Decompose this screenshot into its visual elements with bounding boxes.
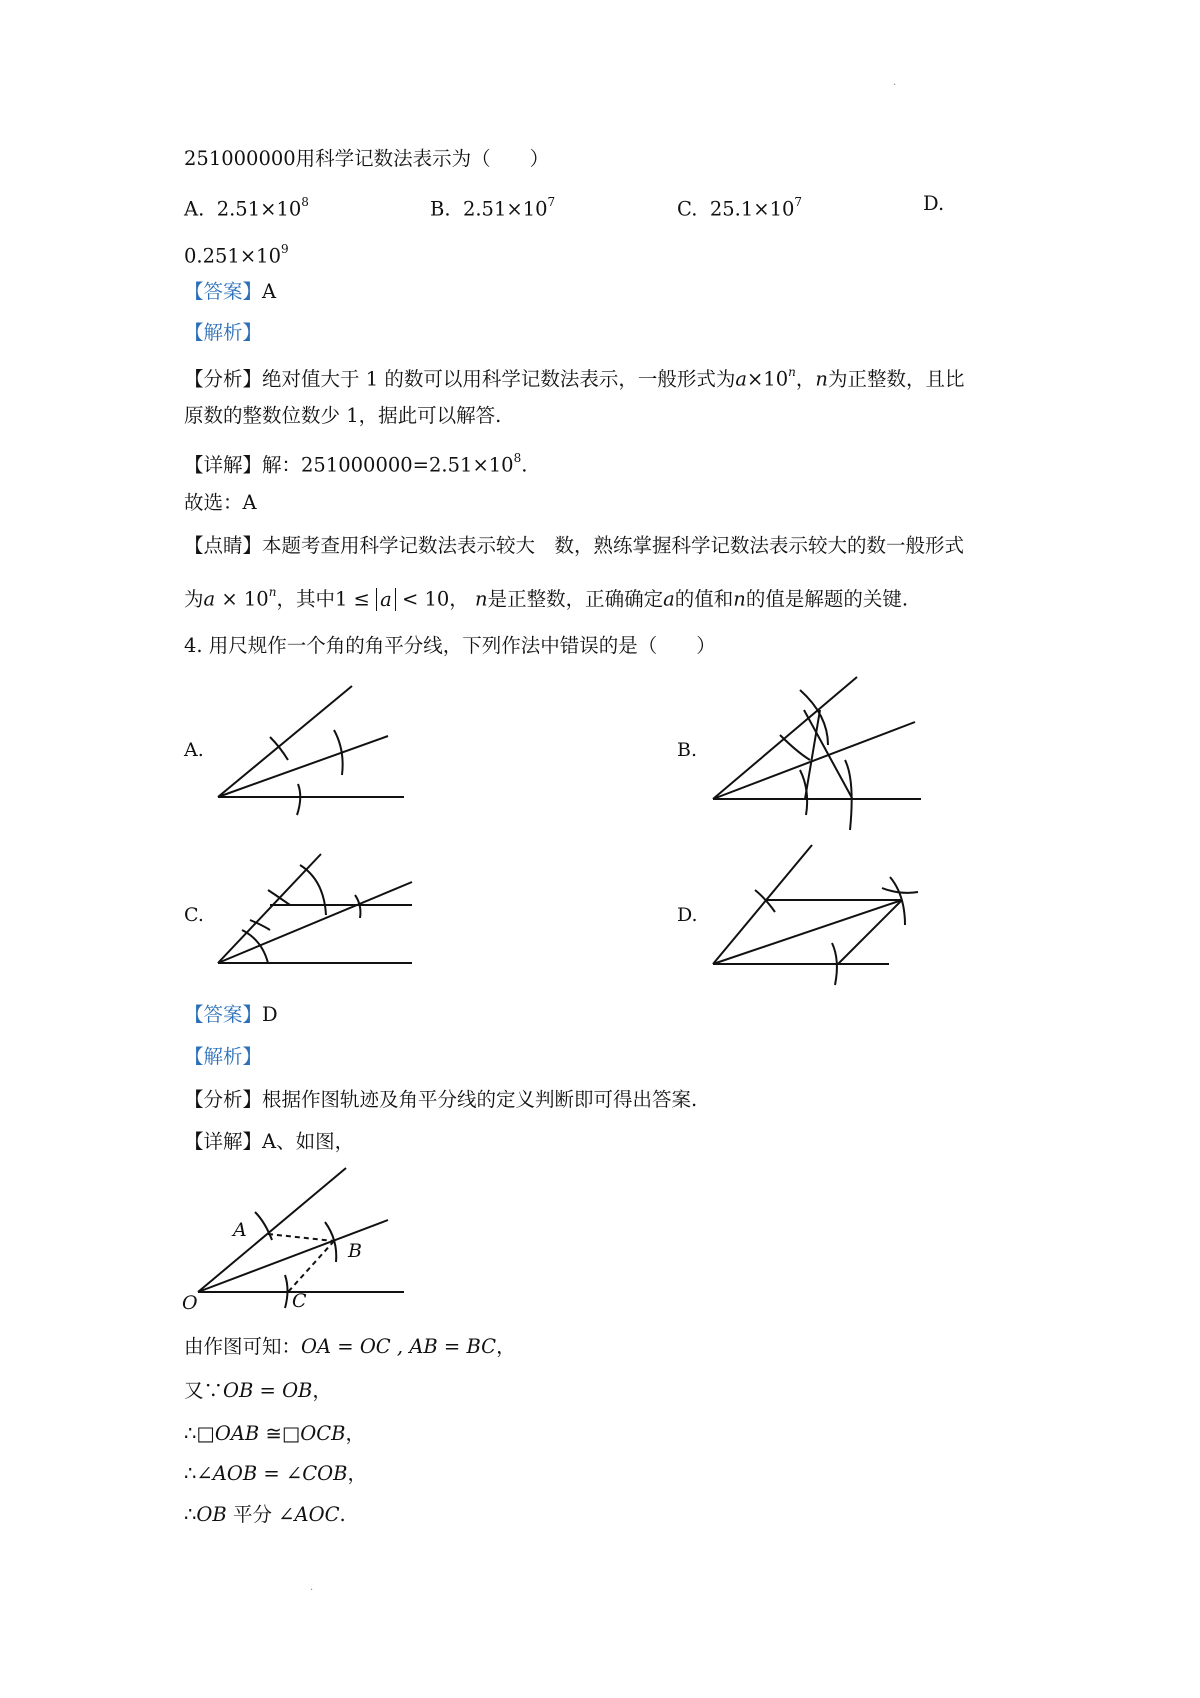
proof-step-3: ∴□OAB ≅□OCB， bbox=[184, 1422, 366, 1445]
q4-stem: 4. 用尺规作一个角的角平分线，下列作法中错误的是（ ） bbox=[184, 634, 716, 657]
point-label-b: B bbox=[348, 1240, 362, 1262]
q4-answer: 【答案】D bbox=[184, 1003, 278, 1026]
q3-dianjing-line2: 为$a \times 10^n$，其中1 ≤ a < 10， n是正整数，正确确定a的值和n的值是解题的关键. bbox=[184, 585, 909, 611]
q4-xiangjie: 【详解】A、如图， bbox=[184, 1130, 355, 1153]
q3-option-b: B. $2.51\times 10^7$ bbox=[430, 195, 556, 221]
scan-dot: · bbox=[893, 80, 897, 91]
scan-dot-bottom: · bbox=[310, 1585, 314, 1596]
q3-dianjing-line1: 【点睛】本题考查用科学记数法表示较大 数，熟练掌握科学记数法表示较大的数一般形式 bbox=[184, 534, 965, 557]
point-label-o: O bbox=[182, 1292, 198, 1314]
q4-fig-label-a: A. bbox=[184, 739, 204, 761]
q3-analysis-tag: 【解析】 bbox=[184, 321, 263, 344]
q4-fenxi: 【分析】根据作图轨迹及角平分线的定义判断即可得出答案. bbox=[184, 1088, 698, 1111]
q3-option-a: A. $2.51\times 10^8$ bbox=[184, 195, 309, 221]
point-label-c: C bbox=[292, 1290, 307, 1312]
q3-stem: 251000000用科学记数法表示为（ ） bbox=[184, 147, 550, 170]
proof-step-4: ∴∠AOB = ∠COB， bbox=[184, 1462, 367, 1485]
q3-xiangjie: 【详解】解：$251000000=2.51\times 10^8$. bbox=[184, 451, 528, 477]
q3-option-d-value: $0.251\times 10^9$ bbox=[184, 242, 289, 268]
proof-step-5: ∴OB 平分 ∠AOC. bbox=[184, 1503, 346, 1526]
q4-analysis-tag: 【解析】 bbox=[184, 1045, 263, 1068]
q4-fig-label-c: C. bbox=[184, 904, 204, 926]
q3-fenxi-line2: 原数的整数位数少 1，据此可以解答. bbox=[184, 404, 502, 427]
proof-step-2: 又∵OB = OB， bbox=[184, 1379, 332, 1402]
q4-fig-label-b: B. bbox=[677, 739, 698, 761]
q3-answer: 【答案】A bbox=[184, 280, 277, 303]
proof-step-1: 由作图可知：OA = OC , AB = BC， bbox=[184, 1335, 516, 1358]
q3-fenxi-line1: 【分析】绝对值大于 1 的数可以用科学记数法表示，一般形式为$a\times 10^n$，n为正整数，且比 bbox=[184, 365, 965, 391]
q4-fig-label-d: D. bbox=[677, 904, 698, 926]
q3-guxuan: 故选：A bbox=[184, 491, 257, 514]
q3-option-c: C. $25.1\times 10^7$ bbox=[677, 195, 803, 221]
q3-option-d-letter: D. bbox=[923, 192, 945, 215]
point-label-a: A bbox=[233, 1219, 247, 1241]
